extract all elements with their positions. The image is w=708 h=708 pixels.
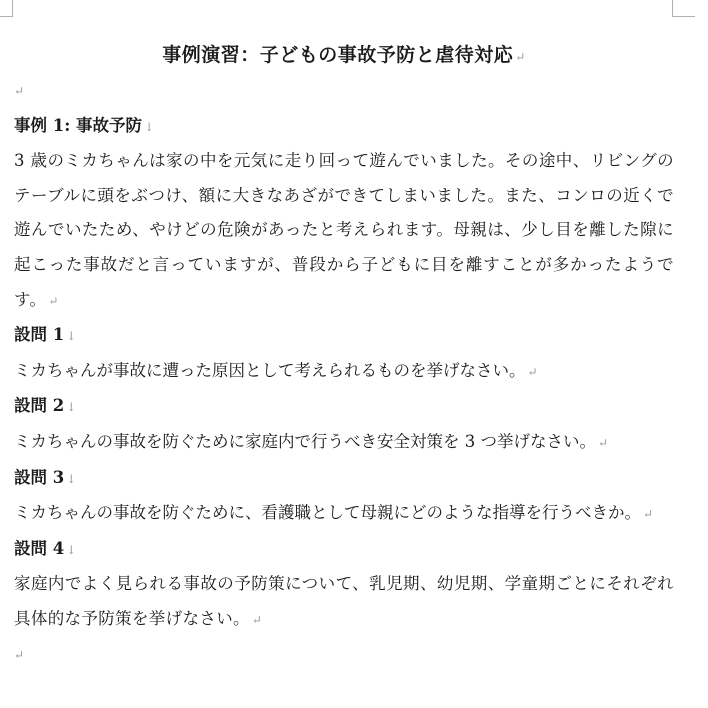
line-break-mark-icon: ↓ xyxy=(66,471,77,486)
paragraph-mark-icon: ↵ xyxy=(598,435,609,450)
line-break-mark-icon: ↓ xyxy=(66,400,77,415)
line-break-mark-icon: ↓ xyxy=(144,119,155,134)
document-title: 事例演習：子どもの事故予防と虐待対応 ↵ xyxy=(162,44,526,66)
question-1-label: 設問 1 ↓ xyxy=(14,325,77,345)
paragraph-mark-icon: ↵ xyxy=(527,364,538,379)
case-body: 3 歳のミカちゃんは家の中を元気に走り回って遊んでいました。その途中、リビングのテーブルに頭をぶつけ、額に大きなあざができてしまいました。また、コンロの近くで遊んでいたため、やけどの危険があったと考えられます。母親は、少し目を離した隙に起こった事故だと言っていますが、普段から子どもに目を離すことが多かったようです。 ↵ xyxy=(14,151,674,309)
paragraph-mark-icon: ↵ xyxy=(515,50,526,64)
paragraph-mark-icon: ↵ xyxy=(14,647,25,662)
paragraph-mark-icon: ↵ xyxy=(48,293,59,308)
question-2-label: 設問 2 ↓ xyxy=(14,396,77,416)
question-1-text: ミカちゃんが事故に遭った原因として考えられるものを挙げなさい。 ↵ xyxy=(14,360,538,380)
empty-paragraph xyxy=(14,74,674,109)
margin-corner-mark-right xyxy=(672,0,695,17)
question-3-label: 設問 3 ↓ xyxy=(14,467,77,487)
question-4-label: 設問 4 ↓ xyxy=(14,538,77,558)
question-4-text: 家庭内でよく見られる事故の予防策について、乳児期、幼児期、学童期ごとにそれぞれ具体的な予防策を挙げなさい。 ↵ xyxy=(14,574,674,628)
question-3-text: ミカちゃんの事故を防ぐために、看護職として母親にどのような指導を行うべきか。 ↵ xyxy=(14,503,654,523)
case-heading: 事例 1: 事故予防 ↓ xyxy=(14,115,155,135)
paragraph-mark-icon: ↵ xyxy=(643,507,654,522)
margin-corner-mark-left xyxy=(0,0,13,17)
question-2-text: ミカちゃんの事故を防ぐために家庭内で行うべき安全対策を 3 つ挙げなさい。 ↵ xyxy=(14,431,609,451)
empty-paragraph xyxy=(14,638,674,673)
line-break-mark-icon: ↓ xyxy=(66,542,77,557)
line-break-mark-icon: ↓ xyxy=(66,329,77,344)
document-body[interactable] xyxy=(14,38,674,672)
paragraph-mark-icon: ↵ xyxy=(251,612,263,627)
paragraph-mark-icon: ↵ xyxy=(14,84,25,98)
